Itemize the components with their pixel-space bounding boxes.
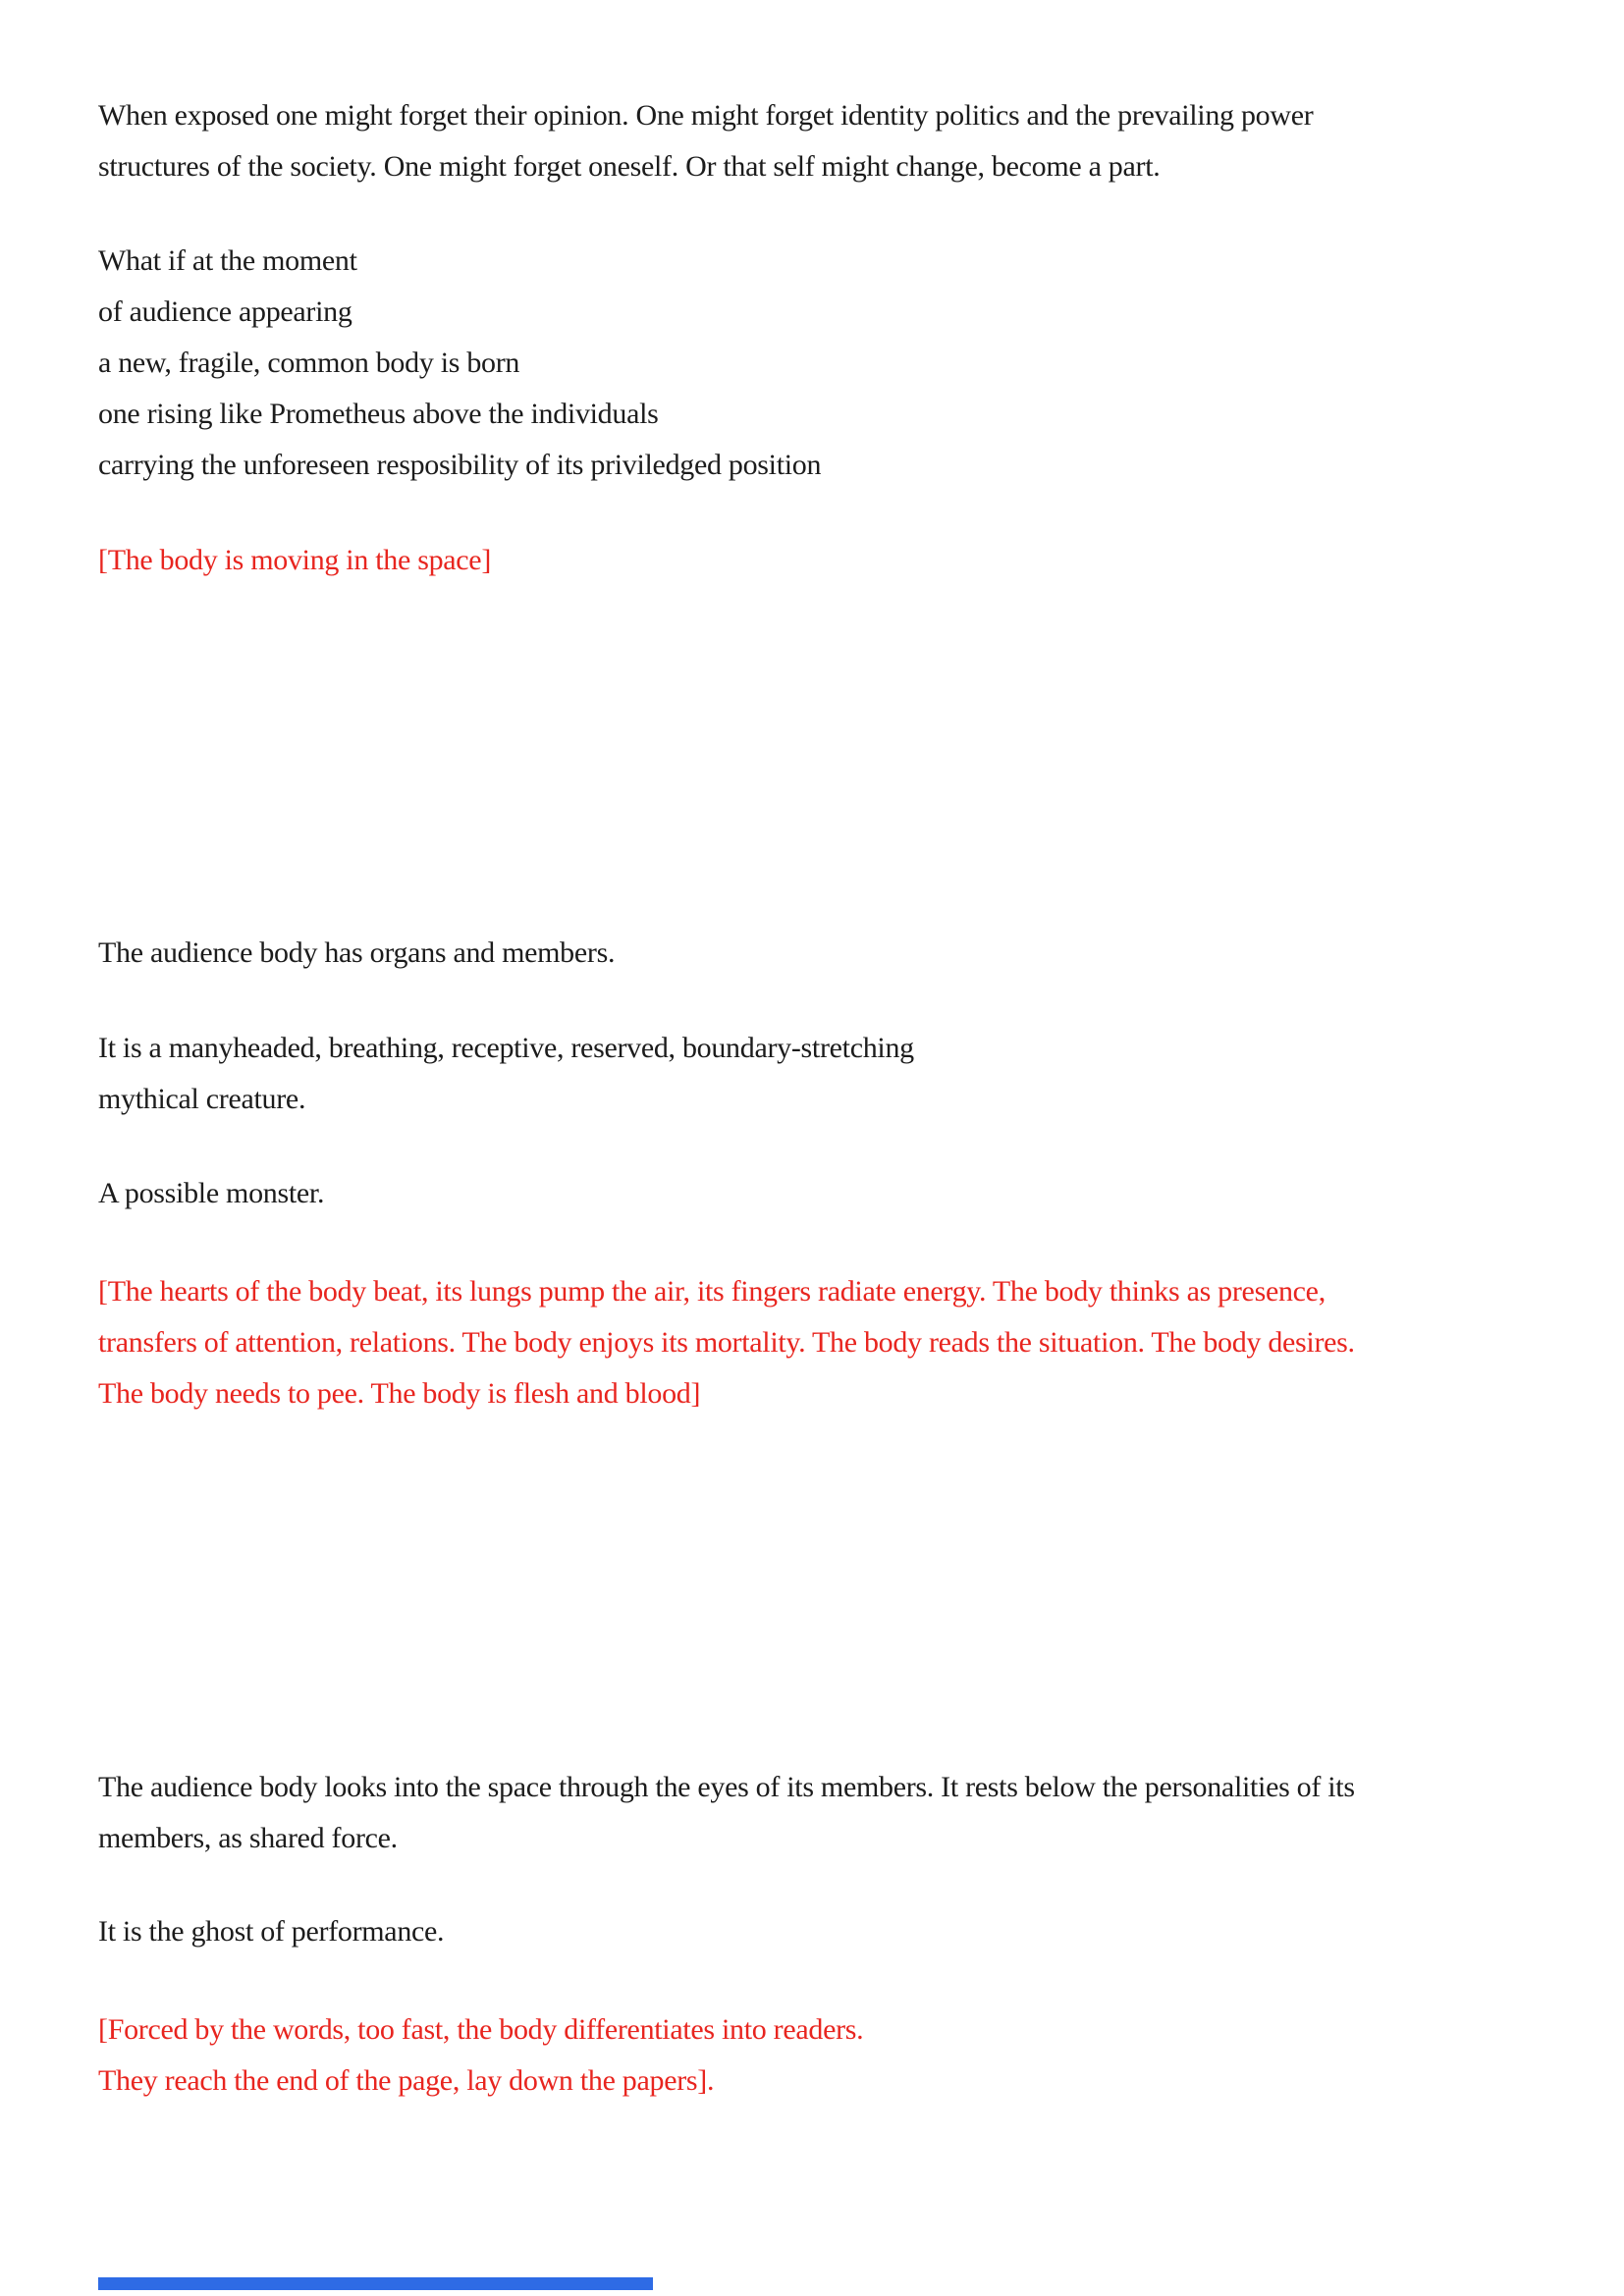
red-annotation bbox=[98, 535, 1526, 586]
text-line: When exposed one might forget their opinion. One might forget identity politics and the prevailing power bbox=[98, 99, 1314, 132]
text-line: structures of the society. One might forget oneself. Or that self might change, become a part. bbox=[98, 150, 1161, 183]
red-annotation bbox=[98, 2004, 1526, 2107]
paragraph bbox=[98, 1168, 1526, 1219]
paragraph bbox=[98, 90, 1526, 192]
bottom-blue-bar bbox=[98, 2277, 653, 2290]
text-line: The audience body has organs and members. bbox=[98, 936, 616, 969]
text-line: [The body is moving in the space] bbox=[98, 544, 492, 576]
red-annotation bbox=[98, 1266, 1526, 1419]
text-line: [Forced by the words, too fast, the body differentiates into readers. bbox=[98, 2013, 864, 2046]
text-line: It is the ghost of performance. bbox=[98, 1915, 445, 1948]
text-line: carrying the unforeseen resposibility of its priviledged position bbox=[98, 449, 822, 481]
text-line: transfers of attention, relations. The body enjoys its mortality. The body reads the situation. The body desires. bbox=[98, 1326, 1355, 1359]
text-line: What if at the moment bbox=[98, 244, 357, 277]
paragraph bbox=[98, 928, 1526, 979]
paragraph bbox=[98, 1906, 1526, 1957]
paragraph bbox=[98, 1762, 1526, 1864]
paragraph bbox=[98, 1023, 1526, 1125]
text-line: mythical creature. bbox=[98, 1083, 306, 1115]
text-line: members, as shared force. bbox=[98, 1822, 398, 1854]
text-line: It is a manyheaded, breathing, receptive, reserved, boundary-stretching bbox=[98, 1032, 914, 1064]
text-line: [The hearts of the body beat, its lungs pump the air, its fingers radiate energy. The body thinks as presence, bbox=[98, 1275, 1326, 1308]
text-line: a new, fragile, common body is born bbox=[98, 347, 520, 379]
text-line: The body needs to pee. The body is flesh and blood] bbox=[98, 1377, 701, 1410]
text-line: A possible monster. bbox=[98, 1177, 325, 1209]
text-line: one rising like Prometheus above the individuals bbox=[98, 398, 659, 430]
text-line: The audience body looks into the space through the eyes of its members. It rests below the personalities of its bbox=[98, 1771, 1355, 1803]
text-line: of audience appearing bbox=[98, 295, 352, 328]
text-line: They reach the end of the page, lay down the papers]. bbox=[98, 2064, 715, 2097]
verse-paragraph bbox=[98, 236, 1526, 491]
